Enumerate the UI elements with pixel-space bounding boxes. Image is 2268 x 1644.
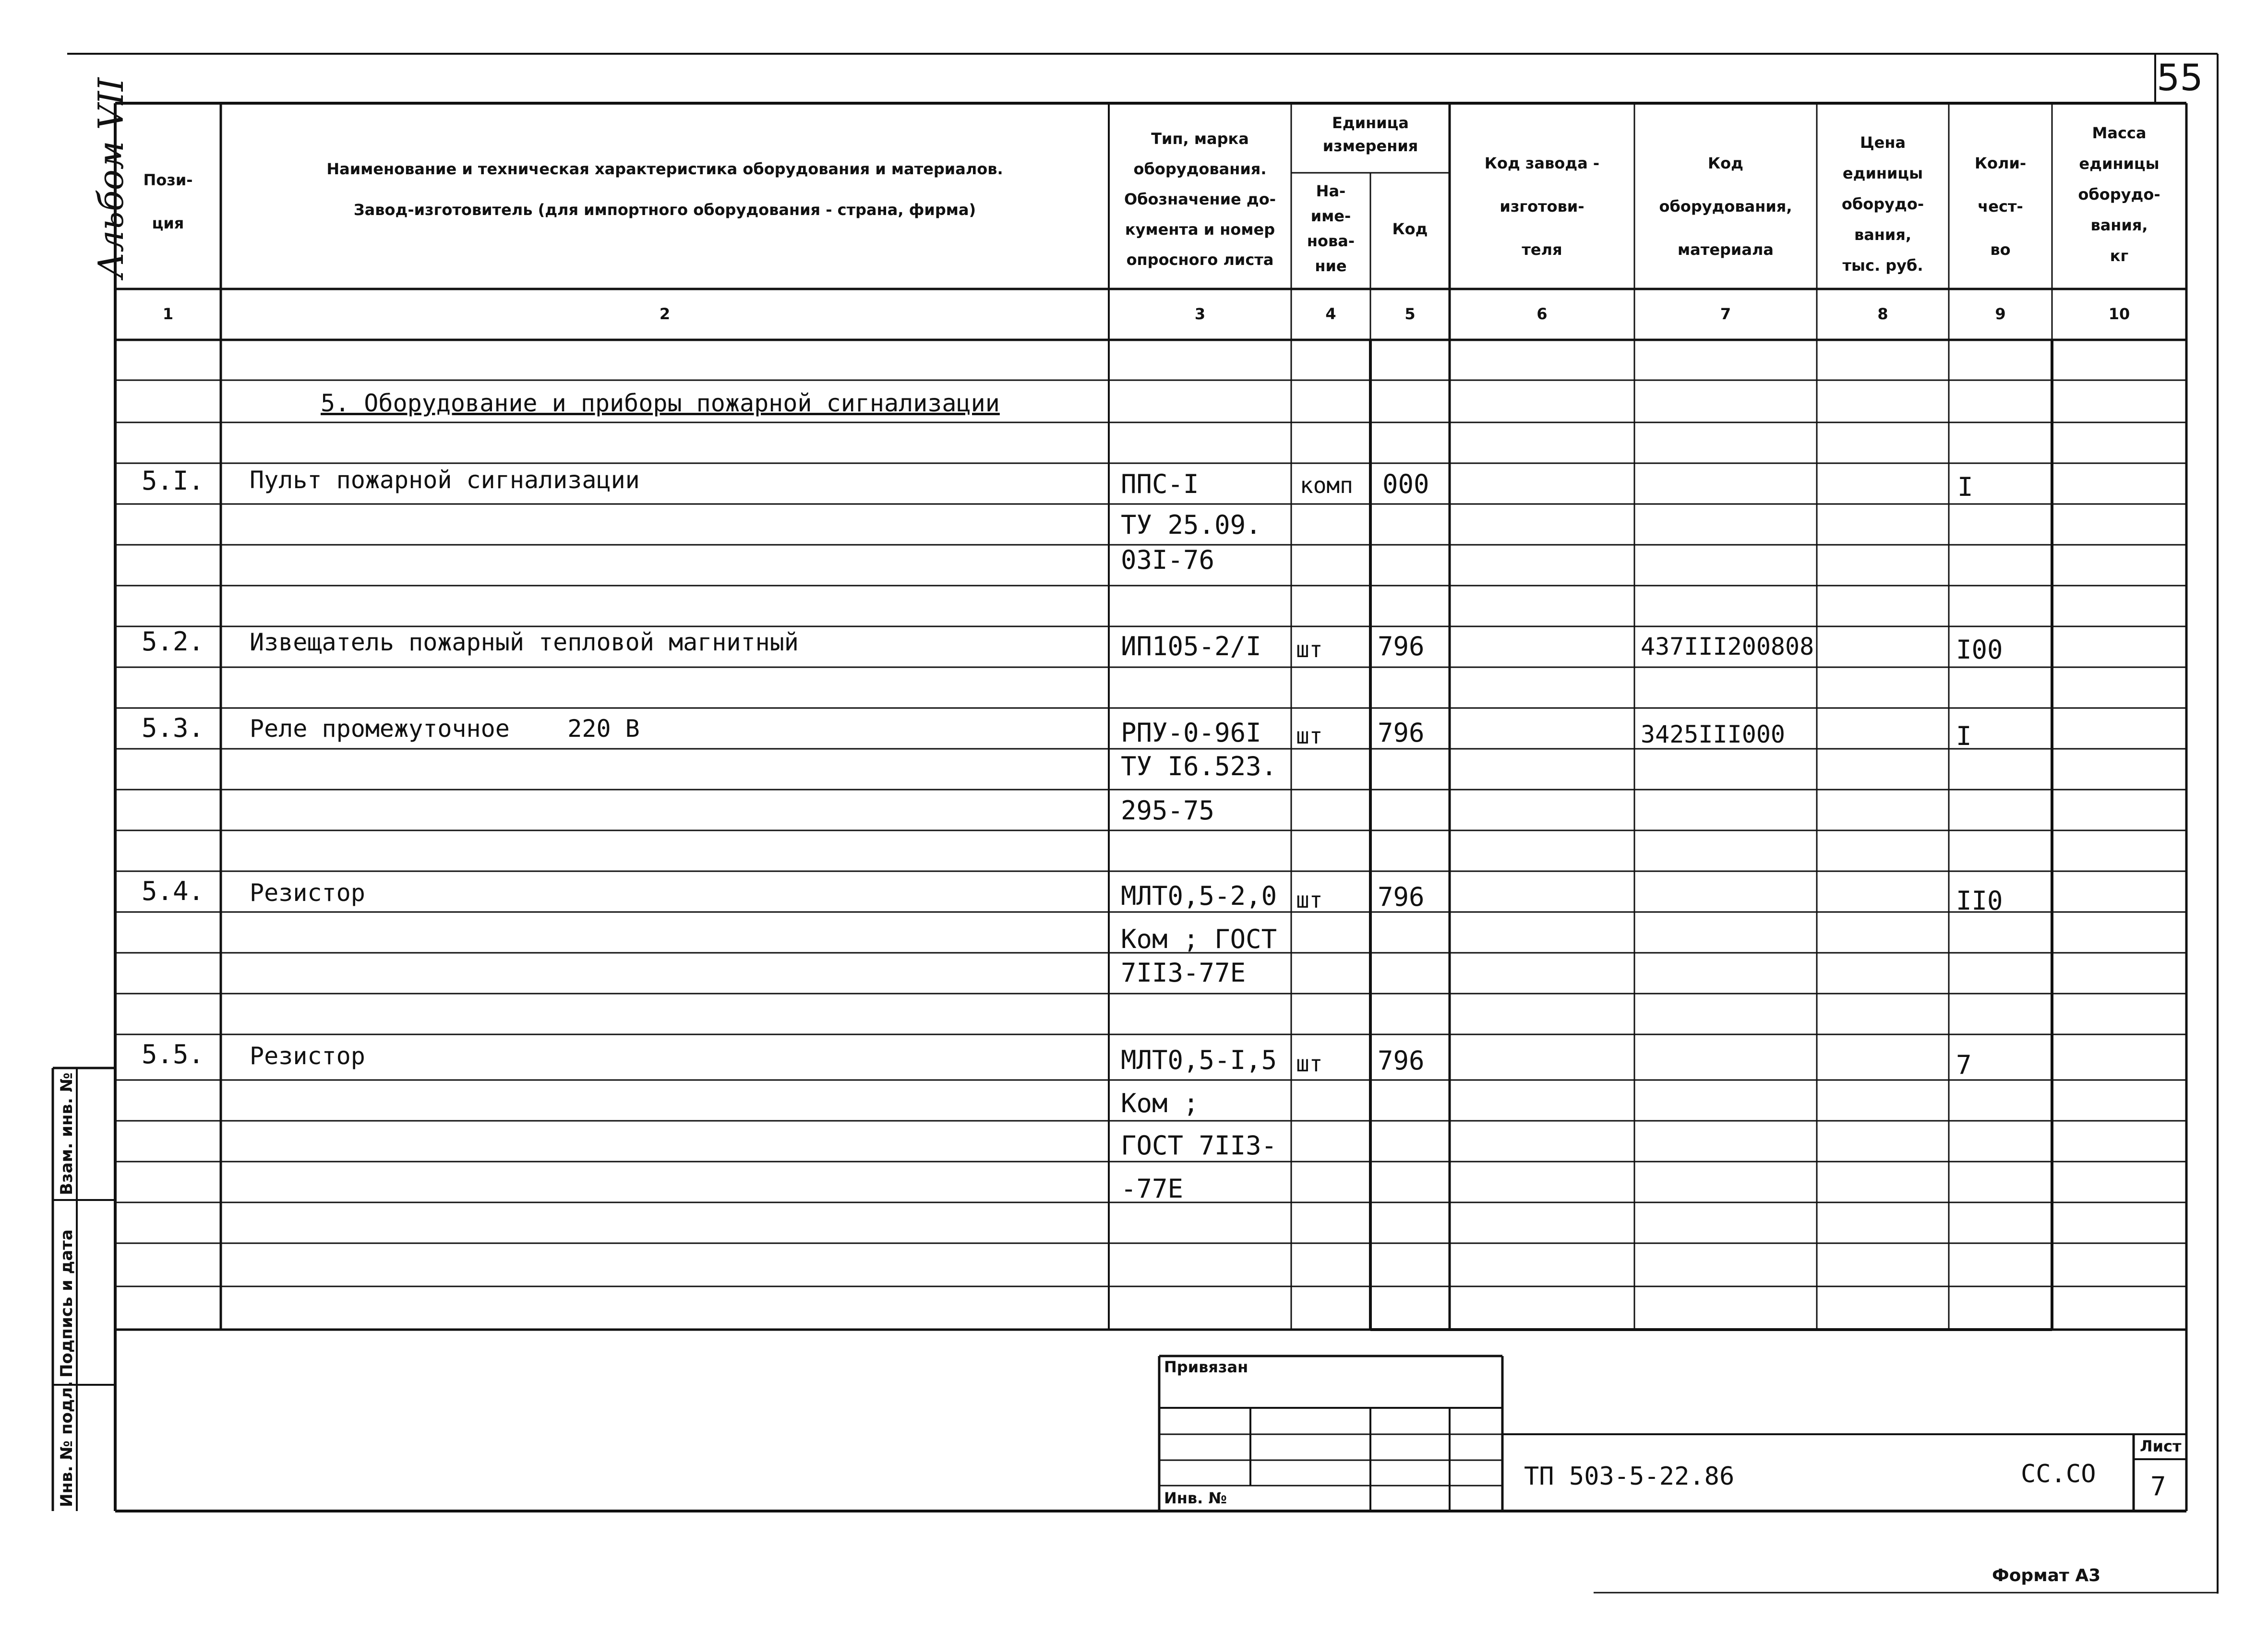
col-number-7: 7: [1720, 305, 1731, 323]
sheet-label: Лист: [2140, 1437, 2182, 1455]
row-5-name: Резистор: [250, 1042, 365, 1070]
row-5-type-4: -77Е: [1121, 1174, 1184, 1204]
album-label: Альбом VII: [91, 77, 131, 278]
col-number-1: 1: [162, 305, 174, 323]
col-number-9: 9: [1995, 305, 2006, 323]
row-2-equipment-code: 437III200808: [1641, 633, 1814, 660]
header-unit-name: На- име- нова- ние: [1307, 182, 1355, 275]
col-number-4: 4: [1325, 305, 1336, 323]
stamp-inv: Инв. № подл.: [57, 1380, 76, 1507]
header-type: Тип, марка оборудования. Обозначение до- кумента и номер опросного листа: [1124, 130, 1276, 269]
row-3-equipment-code: 3425III000: [1641, 720, 1786, 748]
format-label: Формат А3: [1992, 1566, 2101, 1585]
row-1-unit: комп: [1300, 472, 1353, 498]
page-number: 55: [2157, 56, 2203, 99]
row-1-type-3: 03I-76: [1121, 545, 1215, 575]
row-3-unit-code: 796: [1378, 718, 1425, 748]
row-3-name: Реле промежуточное 220 В: [250, 715, 640, 743]
row-1-type-2: ТУ 25.09.: [1121, 510, 1261, 540]
header-unit-code: Код: [1392, 220, 1428, 238]
col-number-2: 2: [659, 305, 671, 323]
row-1-quantity: I: [1957, 472, 1973, 502]
row-1-name: Пульт пожарной сигнализации: [250, 466, 640, 494]
row-2-quantity: I00: [1956, 635, 2003, 665]
header-name-line2: Завод-изготовитель (для импортного оборудования - страна, фирма): [353, 201, 976, 219]
inv-no-label: Инв. №: [1164, 1489, 1227, 1507]
row-3-position: 5.3.: [142, 713, 204, 743]
row-4-type-3: 7II3-77Е: [1121, 958, 1246, 988]
sheet-code: СС.СО: [2021, 1460, 2096, 1488]
row-2-position: 5.2.: [142, 626, 204, 657]
col-number-5: 5: [1404, 305, 1416, 323]
row-2-unit: шт: [1296, 636, 1323, 662]
header-name-line1: Наименование и техническая характеристика оборудования и материалов.: [326, 160, 1003, 178]
stamp-vzam: Взам. инв. №: [57, 1072, 76, 1195]
row-3-type-3: 295-75: [1121, 795, 1215, 826]
row-5-quantity: 7: [1956, 1050, 1972, 1080]
sheet-number: 7: [2150, 1471, 2166, 1501]
privyazan-label: Привязан: [1164, 1358, 1248, 1376]
row-2-name: Извещатель пожарный тепловой магнитный: [250, 628, 799, 656]
header-mass: Масса единицы оборудо- вания, кг: [2078, 124, 2160, 265]
row-4-quantity: II0: [1956, 886, 2003, 916]
row-3-type-2: ТУ I6.523.: [1121, 751, 1277, 781]
row-5-type-3: ГОСТ 7II3-: [1121, 1130, 1277, 1161]
row-5-unit: шт: [1296, 1051, 1323, 1077]
header-equipment-code: Код оборудования, материала: [1659, 154, 1792, 259]
row-3-quantity: I: [1956, 721, 1972, 751]
row-2-unit-code: 796: [1378, 631, 1425, 661]
header-unit-group: Единица измерения: [1322, 114, 1418, 155]
header-plant-code: Код завода - изготови- теля: [1484, 154, 1600, 259]
stamp-podpis: Подпись и дата: [57, 1229, 76, 1378]
section-title: 5. Оборудование и приборы пожарной сигнализации: [321, 389, 1000, 417]
row-1-unit-code: 000: [1382, 469, 1429, 499]
row-5-unit-code: 796: [1378, 1045, 1425, 1076]
header-price: Цена единицы оборудо- вания, тыс. руб.: [1841, 133, 1924, 275]
row-5-type-1: МЛТ0,5-I,5: [1121, 1045, 1277, 1075]
row-4-position: 5.4.: [142, 876, 204, 906]
row-4-name: Резистор: [250, 879, 365, 907]
row-4-unit: шт: [1296, 887, 1323, 913]
row-1-type-1: ППС-I: [1121, 469, 1199, 499]
col-number-3: 3: [1194, 305, 1206, 323]
row-5-position: 5.5.: [142, 1039, 204, 1069]
row-5-type-2: Ком ;: [1121, 1088, 1199, 1118]
col-number-10: 10: [2108, 305, 2130, 323]
row-3-type-1: РПУ-0-96I: [1121, 718, 1261, 748]
doc-code: ТП 503-5-22.86: [1524, 1462, 1735, 1491]
row-4-type-1: МЛТ0,5-2,0: [1121, 881, 1277, 911]
row-4-type-2: Ком ; ГОСТ: [1121, 924, 1277, 954]
row-3-unit: шт: [1296, 723, 1323, 749]
header-quantity: Коли- чест- во: [1974, 154, 2027, 259]
row-2-type-1: ИП105-2/I: [1121, 631, 1261, 661]
row-4-unit-code: 796: [1378, 882, 1425, 912]
header-position: Пози- ция: [143, 171, 193, 232]
row-1-position: 5.I.: [142, 466, 204, 496]
col-number-8: 8: [1877, 305, 1888, 323]
col-number-6: 6: [1536, 305, 1548, 323]
